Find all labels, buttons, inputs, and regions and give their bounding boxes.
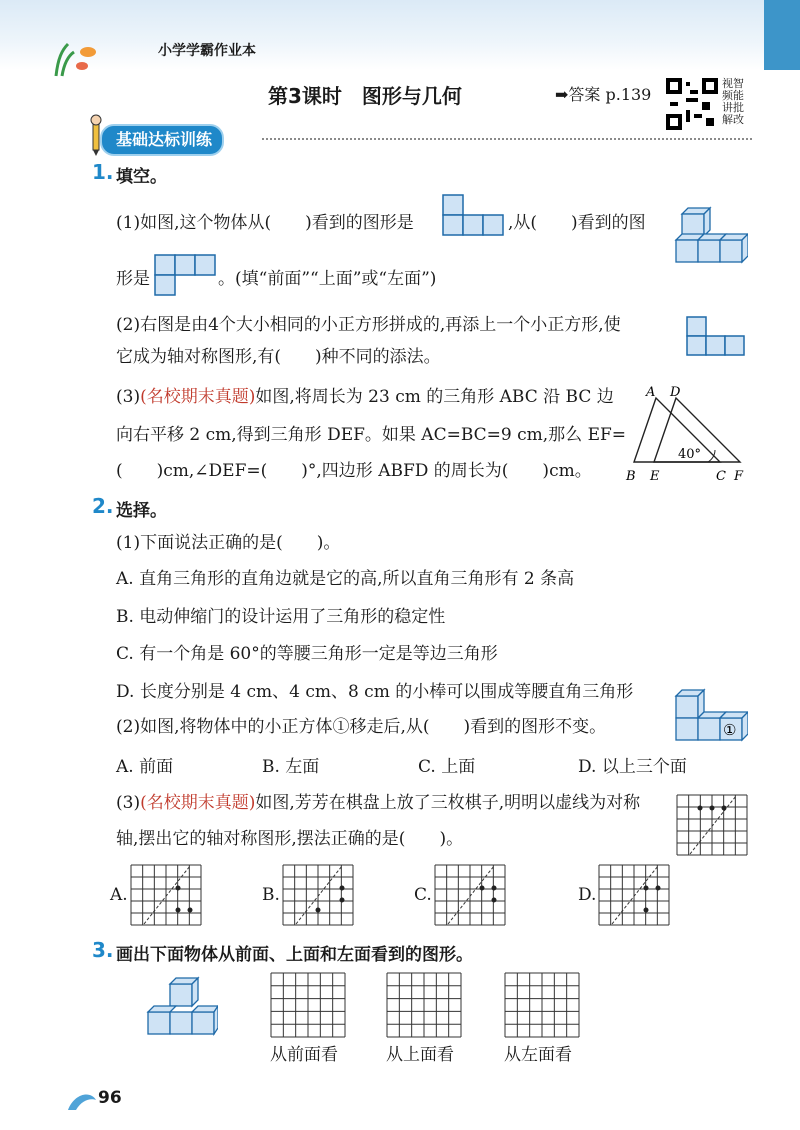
label-F: F [734, 469, 744, 484]
q2-1-option-c: C. 有一个角是 60°的等腰三角形一定是等边三角形 [116, 644, 498, 664]
top-view-answer-grid[interactable] [386, 972, 462, 1038]
label-B: B [626, 469, 636, 484]
q1-title: 填空。 [116, 167, 167, 187]
q3-number: 3. [92, 938, 114, 962]
four-squares-figure [686, 316, 746, 358]
left-view-caption: 从左面看 [504, 1045, 572, 1065]
answer-reference[interactable]: ➡答案 p.139 [555, 85, 652, 104]
mascot-icon [48, 38, 106, 78]
q2-2-question: (2)如图,将物体中的小正方体①移走后,从( )看到的图形不变。 [116, 717, 607, 737]
cube-mark: ① [723, 721, 737, 739]
top-view-shape [442, 194, 504, 236]
q2-3-line2: 轴,摆出它的轴对称图形,摆法正确的是( )。 [116, 829, 464, 849]
grid-option-d-label: D. [578, 885, 597, 905]
q1-2-line2: 它成为轴对称图形,有( )种不同的添法。 [116, 347, 441, 367]
q2-1-option-b: B. 电动伸缩门的设计运用了三角形的稳定性 [116, 607, 446, 627]
q1-number: 1. [92, 160, 114, 184]
grid-option-b[interactable] [282, 864, 354, 926]
q2-1-question: (1)下面说法正确的是( )。 [116, 533, 341, 553]
q2-title: 选择。 [116, 501, 167, 521]
q2-1-option-d: D. 长度分别是 4 cm、4 cm、8 cm 的小棒可以围成等腰直角三角形 [116, 682, 634, 702]
q2-number: 2. [92, 494, 114, 518]
q2-1-option-a: A. 直角三角形的直角边就是它的高,所以直角三角形有 2 条高 [116, 569, 575, 589]
grid-option-b-label: B. [262, 885, 280, 905]
label-A: A [646, 385, 656, 400]
q1-1-line1a: (1)如图,这个物体从( )看到的图形是 [116, 213, 414, 233]
front-view-caption: 从前面看 [270, 1045, 338, 1065]
cube-removal-figure [672, 686, 748, 746]
exam-tag: (名校期末真题) [140, 793, 256, 813]
book-title: 小学学霸作业本 [158, 43, 256, 59]
q1-3-line2: 向右平移 2 cm,得到三角形 DEF。如果 AC=BC=9 cm,那么 EF= [116, 425, 627, 445]
q1-2-line1: (2)右图是由4个大小相同的小正方形拼成的,再添上一个小正方形,使 [116, 315, 621, 335]
q1-1-line2a: 形是 [116, 269, 150, 289]
grid-option-c[interactable] [434, 864, 506, 926]
lesson-title: 第3课时 图形与几何 [268, 84, 462, 108]
q1-1-line2b: 。(填“前面”“上面”或“左面”) [218, 269, 437, 289]
triangle-translation-figure [620, 384, 750, 486]
header-band [0, 0, 800, 70]
q2-2-option-c: C. 上面 [418, 757, 476, 777]
front-view-answer-grid[interactable] [270, 972, 346, 1038]
chessboard-reference [676, 794, 748, 856]
q2-3-line1: (3)(名校期末真题)如图,芳芳在棋盘上放了三枚棋子,明明以虚线为对称 [116, 793, 641, 813]
edge-tab [764, 0, 800, 70]
cube-stack-figure [672, 204, 748, 270]
section-banner: 基础达标训练 [100, 124, 224, 156]
q1-3-line3: ( )cm,∠DEF=( )°,四边形 ABFD 的周长为( )cm。 [116, 461, 592, 481]
dolphin-icon [64, 1086, 100, 1116]
angle-label: 40° [678, 447, 702, 462]
label-E: E [650, 469, 660, 484]
q2-2-option-b: B. 左面 [262, 757, 320, 777]
exam-tag: (名校期末真题) [140, 387, 256, 407]
q3-cube-figure [144, 974, 218, 1040]
grid-option-c-label: C. [414, 885, 432, 905]
label-C: C [716, 469, 726, 484]
grid-option-d[interactable] [598, 864, 670, 926]
qr-code-icon[interactable] [666, 78, 718, 130]
front-view-shape [154, 254, 216, 296]
q2-2-option-d: D. 以上三个面 [578, 757, 687, 777]
page-number: 96 [98, 1088, 122, 1108]
label-D: D [670, 385, 681, 400]
grid-option-a-label: A. [110, 885, 128, 905]
qr-caption: 视智频能讲批解改 [722, 77, 744, 126]
grid-option-a[interactable] [130, 864, 202, 926]
q2-2-option-a: A. 前面 [116, 757, 174, 777]
q1-3-line1: (3)(名校期末真题)如图,将周长为 23 cm 的三角形 ABC 沿 BC 边 [116, 387, 614, 407]
q1-1-line1b: ,从( )看到的图 [508, 213, 646, 233]
top-view-caption: 从上面看 [386, 1045, 454, 1065]
dotted-divider [262, 138, 752, 140]
q3-title: 画出下面物体从前面、上面和左面看到的图形。 [116, 945, 473, 965]
left-view-answer-grid[interactable] [504, 972, 580, 1038]
